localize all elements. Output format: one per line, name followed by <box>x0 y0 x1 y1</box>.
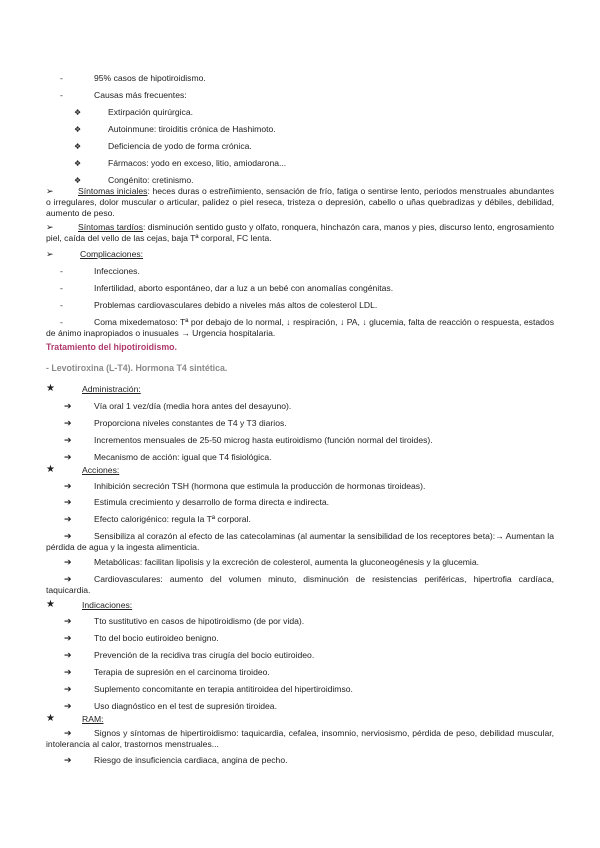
arrow-bullet-icon: ➔ <box>64 514 72 524</box>
list-item-text: Signos y síntomas de hipertiroidismo: taquicardia, cefalea, insomnio, nerviosismo, pérdida de peso, debilidad muscular, intolerancia al calor, trastornos menstruales... <box>46 728 554 750</box>
list-item-text: Sensibiliza al corazón al efecto de las catecolaminas (al aumentar la sensibilidad de los receptores beta):→ Aumentan la pérdida de agua y la ingesta alimenticia. <box>46 531 554 553</box>
list-item-text: Mecanismo de acción: igual que T4 fisiológica. <box>94 452 272 462</box>
list-item-text: Estimula crecimiento y desarrollo de forma directa e indirecta. <box>94 497 329 507</box>
arrow-bullet-icon: ➔ <box>64 435 72 445</box>
list-item <box>46 266 554 277</box>
sintomas-iniciales-label: Síntomas iniciales <box>78 186 148 196</box>
ram-heading <box>46 714 554 725</box>
section-label: Indicaciones: <box>82 600 133 610</box>
list-item <box>46 701 554 712</box>
dash-bullet: - <box>60 90 63 100</box>
dash-bullet: - <box>60 266 63 276</box>
arrow-bullet-icon: ➔ <box>64 574 72 584</box>
list-item <box>46 90 554 101</box>
list-item <box>46 141 554 152</box>
list-item <box>46 418 554 429</box>
list-item <box>46 633 554 644</box>
list-item-text: Proporciona niveles constantes de T4 y T3 diarios. <box>94 418 287 428</box>
diamond-bullet-icon: ❖ <box>74 108 82 117</box>
diamond-bullet-icon: ❖ <box>74 176 82 185</box>
list-item-text: Incrementos mensuales de 25-50 microg hasta eutiroidismo (función normal del tiroides). <box>94 435 433 445</box>
list-item-text: Inhibición secreción TSH (hormona que estimula la producción de hormonas tiroideas). <box>94 481 426 491</box>
complicacion-item: Infertilidad, aborto espontáneo, dar a luz a un bebé con anomalías congénitas. <box>94 283 394 293</box>
list-item <box>46 650 554 661</box>
sintomas-tardios-text: : disminución sentido gusto y olfato, ronquera, hinchazón cara, manos y pies, discurso lento, engrosamiento piel, caída del vello de las cejas, baja Tª corporal, FC lenta. <box>46 222 554 244</box>
section-label: Administración: <box>82 384 141 394</box>
list-item <box>46 175 554 186</box>
list-item-text: Tto sustitutivo en casos de hipotiroidismo (de por vida). <box>94 616 305 626</box>
arrow-bullet-icon: ➔ <box>64 684 72 694</box>
causa-item: Extirpación quirúrgica. <box>108 107 194 117</box>
list-item <box>46 124 554 135</box>
dash-bullet: - <box>60 73 63 83</box>
arrow-bullet-icon: ➔ <box>64 418 72 428</box>
administracion-heading <box>46 384 554 395</box>
causa-item: Autoinmune: tiroiditis crónica de Hashimoto. <box>108 124 276 134</box>
list-item-text: Tto del bocio eutiroideo benigno. <box>94 633 219 643</box>
arrow-bullet-icon: ➔ <box>64 497 72 507</box>
star-icon: ★ <box>46 713 55 724</box>
list-item-text: Suplemento concomitante en terapia antitiroidea del hipertiroidimso. <box>94 684 353 694</box>
causas-title: Causas más frecuentes: <box>94 90 187 100</box>
dash-bullet: - <box>60 300 63 310</box>
list-item <box>46 616 554 627</box>
causa-item: Deficiencia de yodo de forma crónica. <box>108 141 252 151</box>
arrow-bullet-icon: ➔ <box>64 616 72 626</box>
acciones-heading <box>46 465 554 476</box>
list-item <box>46 317 554 339</box>
diamond-bullet-icon: ❖ <box>74 159 82 168</box>
arrow-bullet-icon: ➔ <box>64 633 72 643</box>
sintomas-iniciales <box>46 186 554 220</box>
arrow-bullet-icon: ➔ <box>64 650 72 660</box>
arrow-bullet-icon: ➔ <box>64 701 72 711</box>
section-label: Acciones: <box>82 465 120 475</box>
arrowhead-bullet-icon: ➢ <box>46 249 54 259</box>
arrow-bullet-icon: ➔ <box>64 452 72 462</box>
arrow-bullet-icon: ➔ <box>64 531 72 541</box>
section-label: RAM: <box>82 714 104 724</box>
sintomas-iniciales-text: : heces duras o estreñimiento, sensación de frío, fatiga o sentirse lento, periodos menstruales abundantes o irregulares, dolor muscular o articular, palidez o piel reseca, tristeza o depresión, cabello o uñas quebradizas y débiles, debilidad, aumento de peso. <box>46 186 554 219</box>
list-item <box>46 300 554 311</box>
star-icon: ★ <box>46 464 55 475</box>
section-subtitle: - Levotiroxina (L-T4). Hormona T4 sintética. <box>46 363 228 373</box>
list-item-text: Cardiovasculares: aumento del volumen minuto, disminución de resistencias periféricas, hipertrofia cardíaca, taquicardia. <box>46 574 554 596</box>
dash-bullet: - <box>60 317 63 327</box>
list-item-text: Prevención de la recidiva tras cirugía del bocio eutiroideo. <box>94 650 315 660</box>
arrow-bullet-icon: ➔ <box>64 667 72 677</box>
list-item <box>46 574 554 596</box>
arrowhead-bullet-icon: ➢ <box>46 222 54 232</box>
arrow-bullet-icon: ➔ <box>64 401 72 411</box>
complicacion-item: Infecciones. <box>94 266 140 276</box>
diamond-bullet-icon: ❖ <box>74 142 82 151</box>
arrow-bullet-icon: ➔ <box>64 481 72 491</box>
section-title: Tratamiento del hipotiroidismo. <box>46 342 177 352</box>
arrowhead-bullet-icon: ➢ <box>46 186 54 196</box>
list-item <box>46 497 554 508</box>
dash-bullet: - <box>60 283 63 293</box>
complicaciones-label: Complicaciones: <box>80 249 144 259</box>
complicacion-item: Problemas cardiovasculares debido a niveles más altos de colesterol LDL. <box>94 300 378 310</box>
list-item <box>46 452 554 463</box>
complicaciones-heading <box>46 249 554 260</box>
list-item <box>46 557 554 568</box>
list-item <box>46 684 554 695</box>
arrow-bullet-icon: ➔ <box>64 557 72 567</box>
list-item <box>46 283 554 294</box>
list-item <box>46 481 554 492</box>
list-item <box>46 514 554 525</box>
list-item-text: Terapia de supresión en el carcinoma tiroideo. <box>94 667 270 677</box>
list-item-text: 95% casos de hipotiroidismo. <box>94 73 206 83</box>
list-item <box>46 755 554 766</box>
sintomas-tardios-label: Síntomas tardíos <box>78 222 143 232</box>
arrow-bullet-icon: ➔ <box>64 728 72 738</box>
diamond-bullet-icon: ❖ <box>74 125 82 134</box>
star-icon: ★ <box>46 383 55 394</box>
list-item <box>46 435 554 446</box>
causa-item: Congénito: cretinismo. <box>108 175 194 185</box>
causa-item: Fármacos: yodo en exceso, litio, amiodarona... <box>108 158 287 168</box>
list-item <box>46 107 554 118</box>
list-item <box>46 401 554 412</box>
complicacion-item: Coma mixedematoso: Tª por debajo de lo normal, ↓ respiración, ↓ PA, ↓ glucemia, falta de reacción o respuesta, estados de ánimo inapropiados o inusuales → Urgencia hospitalaria. <box>46 317 554 339</box>
sintomas-tardios <box>46 222 554 244</box>
list-item-text: Metabólicas: facilitan lipolisis y la excreción de colesterol, aumenta la gluconeogénesis y la glucemia. <box>94 557 480 567</box>
list-item <box>46 667 554 678</box>
arrow-bullet-icon: ➔ <box>64 755 72 765</box>
indicaciones-heading <box>46 600 554 611</box>
list-item <box>46 158 554 169</box>
star-icon: ★ <box>46 599 55 610</box>
list-item-text: Riesgo de insuficiencia cardiaca, angina de pecho. <box>94 755 288 765</box>
list-item-text: Uso diagnóstico en el test de supresión tiroidea. <box>94 701 277 711</box>
list-item-text: Efecto calorigénico: regula la Tª corporal. <box>94 514 251 524</box>
list-item <box>46 531 554 553</box>
list-item <box>46 728 554 750</box>
list-item <box>46 73 554 84</box>
list-item-text: Vía oral 1 vez/día (media hora antes del desayuno). <box>94 401 292 411</box>
